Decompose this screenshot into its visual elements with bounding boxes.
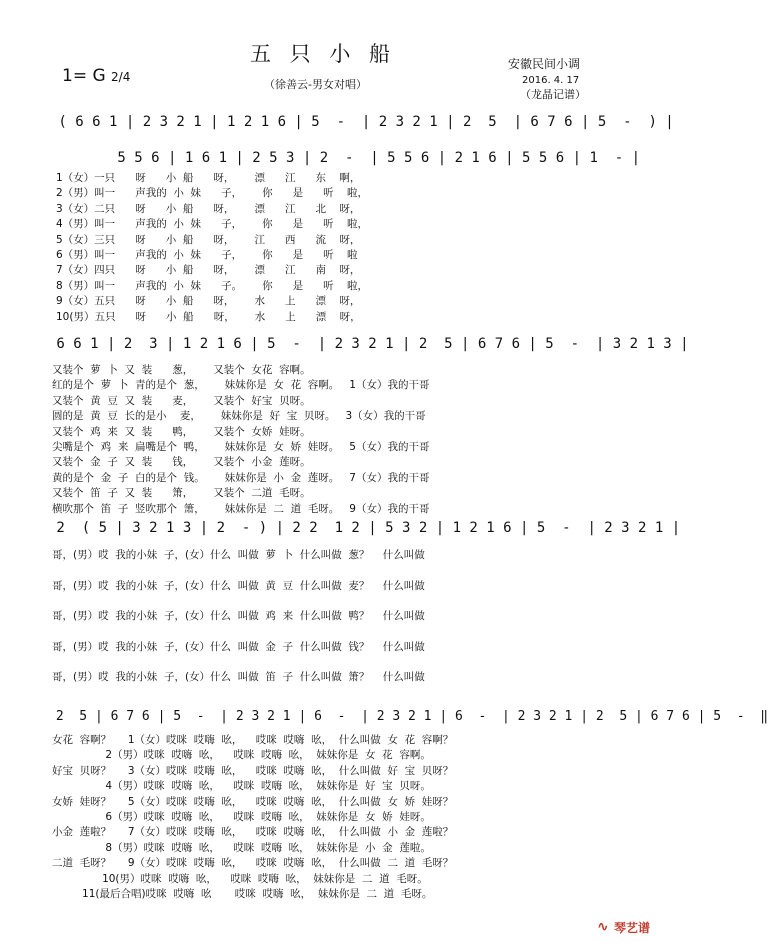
lyric-row: 女花 容啊？ 1（女）哎咪 哎嗨 吆， 哎咪 哎嗨 吆， 什么叫做 女 花 容啊？ — [52, 734, 454, 746]
lyric-row: 1（女）一只 呀 小 船 呀， 漂 江 东 啊， — [56, 172, 361, 184]
melody-line-2: 6 6 1 | 2 3 | 1 2 1 6 | 5 - | 2 3 2 1 | 2 5 | 6 7 6 | 5 - | 3 2 1 3 | — [48, 336, 689, 352]
lyric-row: 6（男）哎咪 哎嗨 吆， 哎咪 哎嗨 吆， 妹妹你是 女 娇 娃呀。 — [52, 811, 431, 823]
lyric-row: 6（男）叫一 声我的 小 妹 子， 你 是 听 啦 — [56, 249, 358, 261]
lyric-row: 好宝 贝呀？ 3（女）哎咪 哎嗨 吆， 哎咪 哎嗨 吆， 什么叫做 好 宝 贝呀？ — [52, 764, 454, 777]
melody-line-4: 2 5 | 6 7 6 | 5 - | 2 3 2 1 | 6 - | 2 3 2 1 | 6 - | 2 3 2 1 | 2 5 | 6 7 6 | 5 - ‖ — [48, 709, 768, 724]
lyric-row: 小金 莲啦？ 7（女）哎咪 哎嗨 吆， 哎咪 哎嗨 吆， 什么叫做 小 金 莲啦？ — [52, 826, 454, 839]
lyric-row: 2（男）哎咪 哎嗨 吆， 哎咪 哎嗨 吆， 妹妹你是 女 花 容啊。 — [52, 749, 431, 762]
lyric-row: 4（男）哎咪 哎嗨 吆， 哎咪 哎嗨 吆， 妹妹你是 好 宝 贝呀。 — [52, 780, 431, 793]
watermark-logo-icon: ∿ — [597, 919, 609, 935]
watermark — [597, 917, 651, 937]
lyric-row: 又装个 笛 子 又 装 箫， 又装个 二道 毛呀。 — [52, 487, 311, 500]
lyric-row: 3（女）二只 呀 小 船 呀， 漂 江 北 呀， — [56, 202, 361, 215]
melody-line-3: 2 ( 5 | 3 2 1 3 | 2 - ) | 2 2 1 2 | 5 3 2 | 1 2 1 6 | 5 - | 2 3 2 1 | — [48, 520, 681, 536]
key-label: 1= G — [62, 66, 106, 86]
lyric-row: 又装个 萝 卜 又 装 葱， 又装个 女花 容啊。 — [52, 364, 311, 376]
lyric-row: 横吹那个 笛 子 竖吹那个 箫， 妹妹你是 二 道 毛呀。 9（女）我的干哥 — [52, 502, 430, 515]
lyric-row: 哥，(男）哎 我的小妹 子，(女）什么 叫做 笛 子 什么叫做 箫？ 什么叫做 — [52, 671, 425, 684]
lyric-row: 二道 毛呀？ 9（女）哎咪 哎嗨 吆， 哎咪 哎嗨 吆， 什么叫做 二 道 毛呀？ — [52, 857, 454, 870]
song-subtitle: （徐善云-男女对唱） — [264, 78, 367, 91]
lyric-row: 8（男）哎咪 哎嗨 吆， 哎咪 哎嗨 吆， 妹妹你是 小 金 莲啦。 — [52, 841, 431, 854]
lyric-row: 10(男）五只 呀 小 船 呀， 水 上 漂 呀， — [56, 310, 361, 323]
transcriber-credit: （龙晶记谱） — [520, 88, 586, 101]
lyric-row: 8（男）叫一 声我的 小 妹 子。 你 是 听 啦， — [56, 279, 369, 292]
time-signature: 2/4 — [111, 70, 131, 84]
intro-melody-line: ( 6 6 1 | 2 3 2 1 | 1 2 1 6 | 5 - | 2 3 2 1 | 2 5 | 6 7 6 | 5 - ) | — [50, 114, 674, 130]
lyric-row: 5（女）三只 呀 小 船 呀， 江 西 流 呀， — [56, 233, 361, 246]
melody-line-1: 5 5 6 | 1 6 1 | 2 5 3 | 2 - | 5 5 6 | 2 1 6 | 5 5 6 | 1 - | — [50, 150, 641, 166]
lyric-row: 尖嘴是个 鸡 来 扁嘴是个 鸭， 妹妹你是 女 娇 娃呀。 5（女）我的干哥 — [52, 441, 430, 453]
lyric-row: 又装个 金 子 又 装 钱， 又装个 小金 莲呀。 — [52, 456, 311, 469]
lyric-row: 哥，(男）哎 我的小妹 子，(女）什么 叫做 鸡 来 什么叫做 鸭？ 什么叫做 — [52, 610, 425, 623]
lyric-row: 女娇 娃呀？ 5（女）哎咪 哎嗨 吆， 哎咪 哎嗨 吆， 什么叫做 女 娇 娃呀？ — [52, 795, 454, 808]
lyric-row: 4（男）叫一 声我的 小 妹 子， 你 是 听 啦， — [56, 218, 369, 231]
lyric-row: 哥，(男）哎 我的小妹 子，(女）什么 叫做 金 子 什么叫做 钱？ 什么叫做 — [52, 640, 425, 653]
lyric-row: 圆的是 黄 豆 长的是小 麦， 妹妹你是 好 宝 贝呀。 3（女）我的干哥 — [52, 410, 426, 423]
lyric-row: 红的是个 萝 卜 青的是个 葱， 妹妹你是 女 花 容啊。 1（女）我的干哥 — [52, 379, 430, 392]
lyric-row: 10(男）哎咪 哎嗨 吆， 哎咪 哎嗨 吆， 妹妹你是 二 道 毛呀。 — [52, 872, 428, 885]
transcription-date: 2016. 4. 17 — [522, 75, 580, 86]
song-title: 五 只 小 船 — [250, 42, 397, 66]
lyric-row: 又装个 鸡 来 又 装 鸭， 又装个 女娇 娃呀。 — [52, 425, 311, 438]
lyric-row: 哥，(男）哎 我的小妹 子，(女）什么 叫做 黄 豆 什么叫做 麦？ 什么叫做 — [52, 579, 425, 592]
song-source: 安徽民间小调 — [508, 57, 581, 71]
watermark-text: 琴艺谱 — [614, 921, 651, 935]
lyric-row: 又装个 黄 豆 又 装 麦， 又装个 好宝 贝呀。 — [52, 394, 311, 407]
lyric-row: 7（女）四只 呀 小 船 呀， 漂 江 南 呀， — [56, 264, 361, 277]
lyric-row: 11(最后合唱)哎咪 哎嗨 吆 哎咪 哎嗨 吆， 妹妹你是 二 道 毛呀。 — [52, 888, 433, 900]
lyric-row: 2（男）叫一 声我的 小 妹 子， 你 是 听 啦， — [56, 187, 369, 200]
lyric-row: 哥，(男）哎 我的小妹 子，(女）什么 叫做 萝 卜 什么叫做 葱？ 什么叫做 — [52, 549, 425, 561]
key-signature — [62, 66, 130, 86]
lyric-row: 9（女）五只 呀 小 船 呀， 水 上 漂 呀， — [56, 295, 361, 308]
lyric-row: 黄的是个 金 子 白的是个 钱。 妹妹你是 小 金 莲呀。 7（女）我的干哥 — [52, 471, 430, 484]
